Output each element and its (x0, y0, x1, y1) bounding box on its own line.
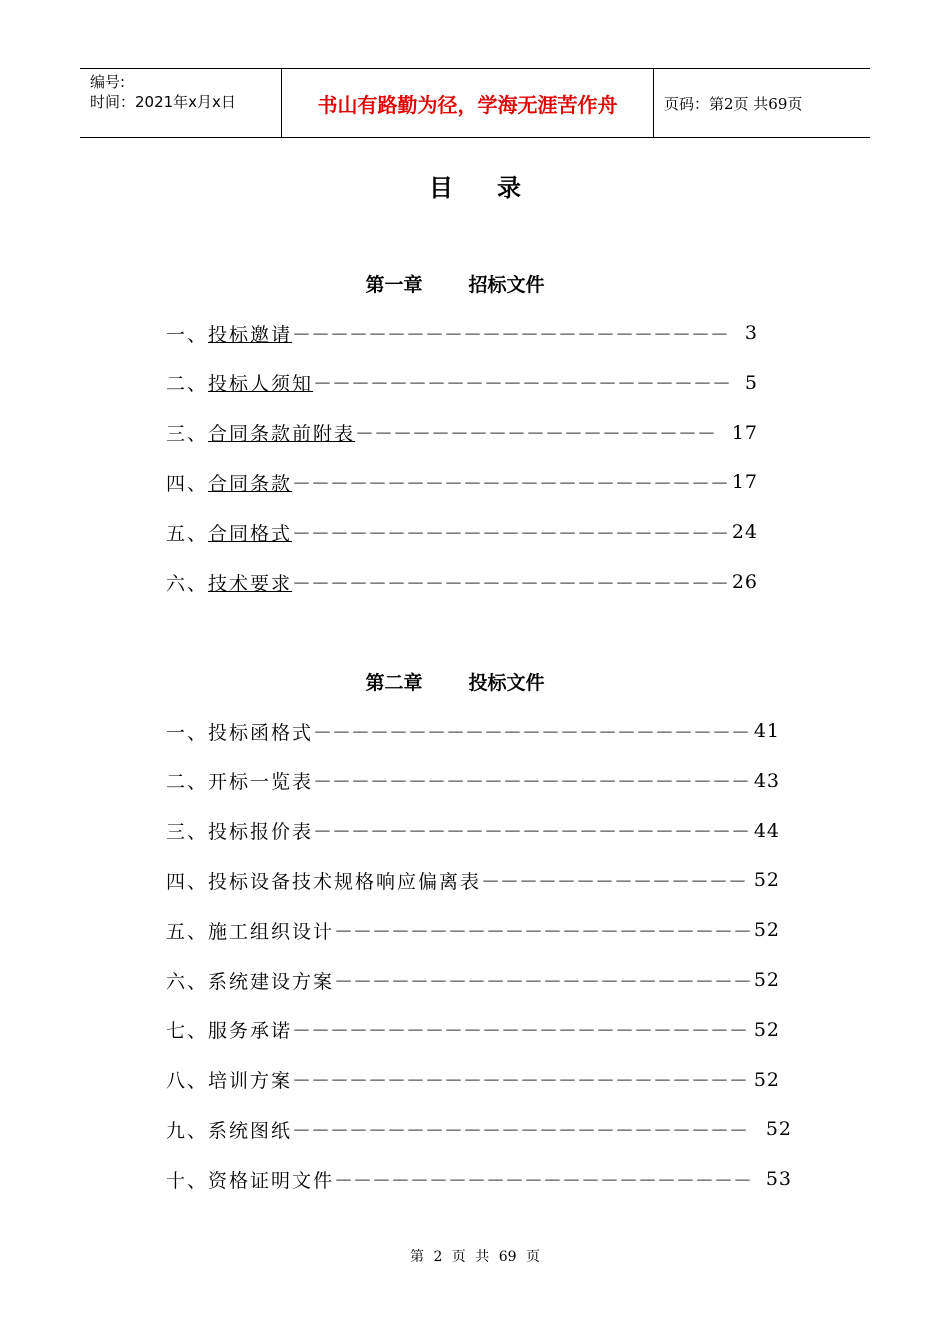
chapter-title: 招标文件 (468, 274, 545, 296)
toc-label[interactable]: 投标邀请 (208, 323, 293, 346)
toc-entry (166, 816, 780, 846)
toc-leader: －－－－－－－－－－－－－－－－－－－－－－－ (313, 821, 751, 844)
toc-label: 培训方案 (208, 1070, 293, 1093)
toc-leader: －－－－－－－－－－－－－－－－－－－－－－－ (292, 472, 730, 495)
toc-leader: －－－－－－－－－－－－－－－－－－－－－－ (334, 920, 753, 943)
toc-page-number: 24 (731, 521, 758, 544)
toc-page-number: 52 (753, 1018, 780, 1041)
toc-leader: －－－－－－－－－－－－－－－－－－－－－－－ (292, 323, 730, 346)
toc-page-number: 53 (765, 1168, 792, 1191)
toc-entry (166, 716, 780, 746)
toc-index: 十、 (166, 1169, 209, 1192)
toc-entry[interactable] (166, 368, 758, 398)
toc-index: 三、 (166, 423, 209, 446)
toc-page-number: 3 (744, 322, 758, 344)
toc-entry (166, 1065, 780, 1095)
number-label: 编号: (90, 73, 126, 91)
toc-entry[interactable] (166, 517, 758, 547)
toc-index: 八、 (166, 1070, 209, 1093)
toc-label[interactable]: 合同格式 (208, 522, 293, 545)
toc-leader: －－－－－－－－－－－－－－－－－－－－－－ (334, 1169, 753, 1192)
toc-label: 资格证明文件 (208, 1169, 335, 1192)
toc-page-number: 52 (753, 869, 780, 892)
toc-entry (166, 865, 780, 895)
toc-page-number: 43 (753, 769, 780, 792)
document-title: 目录 (429, 174, 565, 202)
toc-index: 三、 (166, 821, 209, 844)
toc-page-number: 26 (731, 571, 758, 593)
chapter-number: 第二章 (365, 672, 423, 694)
toc-entry[interactable] (166, 567, 758, 597)
toc-index: 一、 (166, 721, 209, 744)
page-header (80, 68, 870, 138)
toc-page-number: 52 (753, 1068, 780, 1091)
toc-page-number: 17 (731, 471, 758, 494)
chapter-heading (0, 668, 910, 695)
toc-index: 六、 (166, 970, 209, 993)
toc-leader: －－－－－－－－－－－－－－－－－－－ (355, 423, 717, 446)
toc-label: 系统建设方案 (208, 970, 335, 993)
toc-page-number: 5 (744, 371, 758, 394)
toc-label: 开标一览表 (208, 771, 314, 794)
toc-entry[interactable] (166, 467, 758, 497)
toc-leader: －－－－－－－－－－－－－－－－－－－－－－－ (313, 721, 751, 744)
toc-label: 投标报价表 (208, 821, 314, 844)
header-page-info: 页码：第2页 共69页 (664, 94, 803, 113)
toc-entry (166, 1164, 792, 1194)
time-label: 时间：2021年x月x日 (90, 93, 236, 111)
toc-page-number: 52 (753, 919, 780, 942)
toc-label[interactable]: 投标人须知 (208, 373, 314, 396)
toc-entry (166, 1114, 792, 1144)
toc-label[interactable]: 合同条款 (208, 472, 293, 495)
toc-index: 四、 (166, 870, 209, 893)
chapter-number: 第一章 (365, 274, 423, 296)
toc-page-number: 52 (765, 1118, 792, 1141)
toc-entry (166, 766, 780, 796)
toc-label[interactable]: 技术要求 (208, 572, 293, 595)
toc-label[interactable]: 合同条款前附表 (208, 423, 356, 446)
toc-index: 二、 (166, 771, 209, 794)
toc-leader: －－－－－－－－－－－－－－－－－－－－－－－－ (292, 1070, 749, 1093)
toc-entry (166, 915, 780, 945)
toc-index: 七、 (166, 1020, 209, 1043)
page-footer: 第 2 页 共 69 页 (410, 1249, 540, 1265)
toc-leader: －－－－－－－－－－－－－－－－－－－－－－－－ (292, 1119, 749, 1142)
toc-index: 五、 (166, 522, 209, 545)
toc-page-number: 41 (753, 720, 780, 742)
toc-entry[interactable] (166, 418, 758, 448)
toc-label: 系统图纸 (208, 1119, 293, 1142)
toc-entry[interactable] (166, 318, 758, 348)
toc-page-number: 17 (731, 421, 758, 444)
header-meta (80, 69, 282, 137)
toc-entry (166, 965, 780, 995)
toc-index: 五、 (166, 920, 209, 943)
toc-index: 九、 (166, 1119, 209, 1142)
toc-page-number: 52 (753, 969, 780, 991)
toc-label: 投标设备技术规格响应偏离表 (208, 870, 482, 893)
toc-index: 四、 (166, 472, 209, 495)
toc-leader: －－－－－－－－－－－－－－－－－－－－－－ (334, 970, 753, 993)
toc-leader: －－－－－－－－－－－－－－－－－－－－－－－－ (292, 1020, 749, 1043)
toc-index: 六、 (166, 572, 209, 595)
toc-label: 投标函格式 (208, 721, 314, 744)
toc-leader: －－－－－－－－－－－－－－－－－－－－－－－ (292, 572, 730, 595)
toc-index: 一、 (166, 323, 209, 346)
toc-leader: －－－－－－－－－－－－－－－－－－－－－－－ (292, 522, 730, 545)
chapter-title: 投标文件 (468, 672, 545, 694)
toc-index: 二、 (166, 373, 209, 396)
toc-entry (166, 1015, 780, 1045)
toc-leader: －－－－－－－－－－－－－－－－－－－－－－－ (313, 771, 751, 794)
toc-leader: －－－－－－－－－－－－－－ (481, 870, 748, 893)
chapter-heading (0, 270, 910, 297)
toc-leader: －－－－－－－－－－－－－－－－－－－－－－ (313, 373, 732, 396)
toc-label: 施工组织设计 (208, 920, 335, 943)
toc-label: 服务承诺 (208, 1020, 293, 1043)
header-motto: 书山有路勤为径，学海无涯苦作舟 (282, 69, 654, 137)
toc-page-number: 44 (753, 819, 780, 842)
